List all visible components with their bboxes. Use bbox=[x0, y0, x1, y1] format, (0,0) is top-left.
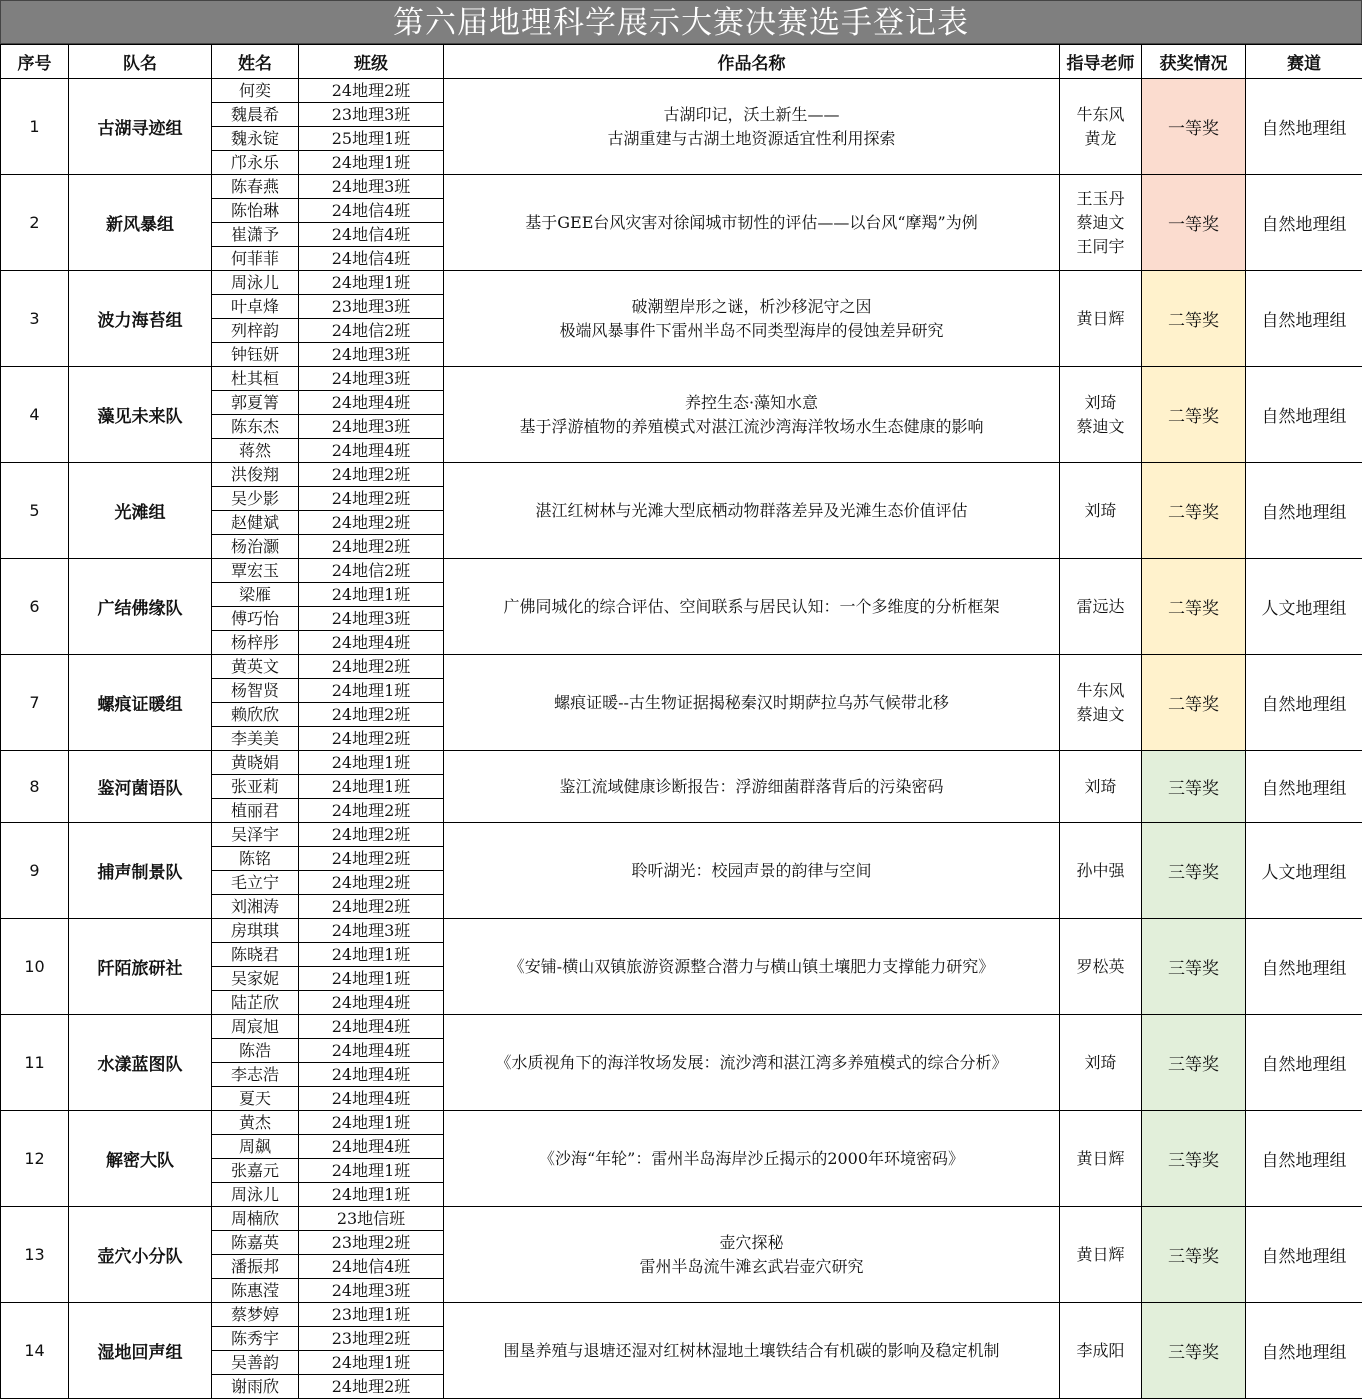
team-seq: 10 bbox=[1, 919, 69, 1015]
member-name: 陈春燕 bbox=[212, 175, 299, 199]
member-class: 24地理1班 bbox=[299, 583, 444, 607]
member-class: 24地理4班 bbox=[299, 1015, 444, 1039]
work-title bbox=[444, 823, 1060, 919]
track-label: 人文地理组 bbox=[1246, 559, 1362, 655]
advisor-name: 黄日辉 bbox=[1060, 307, 1141, 331]
advisor bbox=[1060, 823, 1142, 919]
table-row bbox=[1, 1015, 1362, 1039]
member-name: 李志浩 bbox=[212, 1063, 299, 1087]
member-name: 周泳儿 bbox=[212, 1183, 299, 1207]
member-class: 24地理2班 bbox=[299, 727, 444, 751]
member-class: 24地理2班 bbox=[299, 463, 444, 487]
advisor-name: 王玉丹 bbox=[1060, 187, 1141, 211]
track-label: 自然地理组 bbox=[1246, 79, 1362, 175]
work-title-line: 雷州半岛流牛滩玄武岩壶穴研究 bbox=[454, 1255, 1049, 1279]
header-teacher: 指导老师 bbox=[1060, 45, 1142, 79]
team-seq: 14 bbox=[1, 1303, 69, 1399]
header-class: 班级 bbox=[299, 45, 444, 79]
advisor-name: 刘琦 bbox=[1060, 775, 1141, 799]
team-name: 壶穴小分队 bbox=[69, 1207, 212, 1303]
team-name: 广结佛缘队 bbox=[69, 559, 212, 655]
table-row bbox=[1, 271, 1362, 295]
header-award: 获奖情况 bbox=[1142, 45, 1246, 79]
work-title-line: 《水质视角下的海洋牧场发展：流沙湾和湛江湾多养殖模式的综合分析》 bbox=[454, 1051, 1049, 1075]
member-name: 潘振邦 bbox=[212, 1255, 299, 1279]
member-name: 魏晨希 bbox=[212, 103, 299, 127]
award-badge: 三等奖 bbox=[1142, 1015, 1246, 1111]
member-class: 23地理2班 bbox=[299, 1231, 444, 1255]
member-class: 24地理4班 bbox=[299, 1063, 444, 1087]
member-name: 蒋然 bbox=[212, 439, 299, 463]
member-class: 24地理4班 bbox=[299, 1135, 444, 1159]
member-class: 24地理1班 bbox=[299, 679, 444, 703]
member-class: 24地理4班 bbox=[299, 631, 444, 655]
member-name: 张亚莉 bbox=[212, 775, 299, 799]
work-title bbox=[444, 367, 1060, 463]
member-class: 24地理1班 bbox=[299, 151, 444, 175]
header-track: 赛道 bbox=[1246, 45, 1362, 79]
work-title-line: 破潮塑岸形之谜，析沙移泥守之因 bbox=[454, 295, 1049, 319]
member-class: 24地理1班 bbox=[299, 967, 444, 991]
work-title bbox=[444, 1303, 1060, 1399]
work-title bbox=[444, 175, 1060, 271]
team-name: 波力海苔组 bbox=[69, 271, 212, 367]
table-row bbox=[1, 559, 1362, 583]
member-name: 吴少影 bbox=[212, 487, 299, 511]
advisor bbox=[1060, 1303, 1142, 1399]
award-badge: 三等奖 bbox=[1142, 1303, 1246, 1399]
team-seq: 13 bbox=[1, 1207, 69, 1303]
team-name: 阡陌旅研社 bbox=[69, 919, 212, 1015]
work-title bbox=[444, 751, 1060, 823]
member-class: 23地信班 bbox=[299, 1207, 444, 1231]
member-name: 陈浩 bbox=[212, 1039, 299, 1063]
member-name: 崔潇予 bbox=[212, 223, 299, 247]
team-seq: 8 bbox=[1, 751, 69, 823]
table-row bbox=[1, 1303, 1362, 1327]
track-label: 自然地理组 bbox=[1246, 655, 1362, 751]
member-name: 梁雁 bbox=[212, 583, 299, 607]
award-badge: 二等奖 bbox=[1142, 367, 1246, 463]
member-name: 夏天 bbox=[212, 1087, 299, 1111]
member-class: 24地理2班 bbox=[299, 511, 444, 535]
member-class: 24地理1班 bbox=[299, 1351, 444, 1375]
member-name: 毛立宁 bbox=[212, 871, 299, 895]
advisor bbox=[1060, 919, 1142, 1015]
member-class: 24地理3班 bbox=[299, 1279, 444, 1303]
member-name: 魏永锭 bbox=[212, 127, 299, 151]
member-name: 谢雨欣 bbox=[212, 1375, 299, 1399]
member-class: 24地理2班 bbox=[299, 655, 444, 679]
team-seq: 11 bbox=[1, 1015, 69, 1111]
track-label: 自然地理组 bbox=[1246, 1015, 1362, 1111]
member-class: 24地理2班 bbox=[299, 895, 444, 919]
member-name: 陈晓君 bbox=[212, 943, 299, 967]
advisor-name: 刘琦 bbox=[1060, 499, 1141, 523]
work-title bbox=[444, 463, 1060, 559]
member-class: 24地理3班 bbox=[299, 343, 444, 367]
member-class: 24地理2班 bbox=[299, 535, 444, 559]
work-title-line: 基于GEE台风灾害对徐闻城市韧性的评估——以台风“摩羯”为例 bbox=[454, 211, 1049, 235]
advisor-name: 牛东风 bbox=[1060, 103, 1141, 127]
work-title-line: 湛江红树林与光滩大型底栖动物群落差异及光滩生态价值评估 bbox=[454, 499, 1049, 523]
member-name: 刘湘涛 bbox=[212, 895, 299, 919]
work-title-line: 围垦养殖与退塘还湿对红树林湿地土壤铁结合有机碳的影响及稳定机制 bbox=[454, 1339, 1049, 1363]
award-badge: 一等奖 bbox=[1142, 175, 1246, 271]
member-class: 24地理2班 bbox=[299, 847, 444, 871]
track-label: 自然地理组 bbox=[1246, 751, 1362, 823]
team-name: 螺痕证暖组 bbox=[69, 655, 212, 751]
award-badge: 三等奖 bbox=[1142, 1111, 1246, 1207]
member-name: 吴家妮 bbox=[212, 967, 299, 991]
work-title-line: 古湖印记，沃土新生—— bbox=[454, 103, 1049, 127]
member-name: 洪俊翔 bbox=[212, 463, 299, 487]
member-name: 杜其桓 bbox=[212, 367, 299, 391]
header-name: 姓名 bbox=[212, 45, 299, 79]
work-title-line: 《沙海“年轮”：雷州半岛海岸沙丘揭示的2000年环境密码》 bbox=[454, 1147, 1049, 1171]
member-class: 24地理2班 bbox=[299, 487, 444, 511]
advisor bbox=[1060, 751, 1142, 823]
header-work: 作品名称 bbox=[444, 45, 1060, 79]
track-label: 自然地理组 bbox=[1246, 1207, 1362, 1303]
member-name: 赖欣欣 bbox=[212, 703, 299, 727]
team-seq: 3 bbox=[1, 271, 69, 367]
member-class: 24地信4班 bbox=[299, 199, 444, 223]
table-row bbox=[1, 463, 1362, 487]
member-class: 24地理1班 bbox=[299, 1159, 444, 1183]
team-name: 湿地回声组 bbox=[69, 1303, 212, 1399]
member-name: 陈嘉英 bbox=[212, 1231, 299, 1255]
work-title-line: 养控生态·藻知水意 bbox=[454, 391, 1049, 415]
work-title bbox=[444, 79, 1060, 175]
member-name: 吴泽宇 bbox=[212, 823, 299, 847]
member-class: 24地理2班 bbox=[299, 1375, 444, 1399]
member-class: 24地理2班 bbox=[299, 799, 444, 823]
member-name: 杨治灏 bbox=[212, 535, 299, 559]
team-name: 新风暴组 bbox=[69, 175, 212, 271]
member-name: 邝永乐 bbox=[212, 151, 299, 175]
member-class: 24地信4班 bbox=[299, 247, 444, 271]
member-name: 房琪琪 bbox=[212, 919, 299, 943]
member-class: 24地理3班 bbox=[299, 415, 444, 439]
member-class: 25地理1班 bbox=[299, 127, 444, 151]
advisor bbox=[1060, 367, 1142, 463]
track-label: 自然地理组 bbox=[1246, 463, 1362, 559]
table-row bbox=[1, 79, 1362, 103]
advisor bbox=[1060, 1015, 1142, 1111]
member-class: 24地理3班 bbox=[299, 607, 444, 631]
member-name: 吴善韵 bbox=[212, 1351, 299, 1375]
advisor bbox=[1060, 271, 1142, 367]
advisor-name: 孙中强 bbox=[1060, 859, 1141, 883]
member-class: 24地理1班 bbox=[299, 775, 444, 799]
work-title-line: 古湖重建与古湖土地资源适宜性利用探索 bbox=[454, 127, 1049, 151]
member-class: 24地理4班 bbox=[299, 1087, 444, 1111]
member-name: 赵健斌 bbox=[212, 511, 299, 535]
member-class: 23地理3班 bbox=[299, 103, 444, 127]
table-row bbox=[1, 175, 1362, 199]
table-row bbox=[1, 1207, 1362, 1231]
member-name: 蔡梦婷 bbox=[212, 1303, 299, 1327]
member-class: 24地理1班 bbox=[299, 943, 444, 967]
team-name: 藻见未来队 bbox=[69, 367, 212, 463]
award-badge: 二等奖 bbox=[1142, 559, 1246, 655]
member-class: 24地信4班 bbox=[299, 1255, 444, 1279]
member-name: 杨智贤 bbox=[212, 679, 299, 703]
member-name: 李美美 bbox=[212, 727, 299, 751]
member-name: 植丽君 bbox=[212, 799, 299, 823]
track-label: 自然地理组 bbox=[1246, 919, 1362, 1015]
work-title bbox=[444, 271, 1060, 367]
advisor-name: 刘琦 bbox=[1060, 391, 1141, 415]
work-title-line: 基于浮游植物的养殖模式对湛江流沙湾海洋牧场水生态健康的影响 bbox=[454, 415, 1049, 439]
member-name: 叶卓烽 bbox=[212, 295, 299, 319]
work-title-line: 壶穴探秘 bbox=[454, 1231, 1049, 1255]
member-class: 23地理1班 bbox=[299, 1303, 444, 1327]
member-name: 何菲菲 bbox=[212, 247, 299, 271]
advisor-name: 牛东风 bbox=[1060, 679, 1141, 703]
member-name: 陈秀宇 bbox=[212, 1327, 299, 1351]
advisor bbox=[1060, 1207, 1142, 1303]
member-class: 24地理1班 bbox=[299, 271, 444, 295]
member-class: 24地理4班 bbox=[299, 991, 444, 1015]
member-class: 24地理1班 bbox=[299, 751, 444, 775]
track-label: 自然地理组 bbox=[1246, 1111, 1362, 1207]
award-badge: 三等奖 bbox=[1142, 751, 1246, 823]
member-name: 陈怡琳 bbox=[212, 199, 299, 223]
team-seq: 5 bbox=[1, 463, 69, 559]
advisor-name: 李成阳 bbox=[1060, 1339, 1141, 1363]
member-name: 张嘉元 bbox=[212, 1159, 299, 1183]
advisor bbox=[1060, 463, 1142, 559]
member-class: 24地理1班 bbox=[299, 1183, 444, 1207]
work-title bbox=[444, 1111, 1060, 1207]
member-name: 傅巧怡 bbox=[212, 607, 299, 631]
advisor bbox=[1060, 79, 1142, 175]
member-name: 陈东杰 bbox=[212, 415, 299, 439]
team-name: 光滩组 bbox=[69, 463, 212, 559]
track-label: 自然地理组 bbox=[1246, 175, 1362, 271]
award-badge: 三等奖 bbox=[1142, 919, 1246, 1015]
team-name: 解密大队 bbox=[69, 1111, 212, 1207]
member-class: 24地信2班 bbox=[299, 319, 444, 343]
member-class: 24地信4班 bbox=[299, 223, 444, 247]
member-class: 24地信2班 bbox=[299, 559, 444, 583]
member-name: 钟钰妍 bbox=[212, 343, 299, 367]
member-class: 24地理3班 bbox=[299, 919, 444, 943]
advisor-name: 黄龙 bbox=[1060, 127, 1141, 151]
work-title bbox=[444, 1015, 1060, 1111]
member-name: 陈铭 bbox=[212, 847, 299, 871]
header-seq: 序号 bbox=[1, 45, 69, 79]
member-name: 周泳儿 bbox=[212, 271, 299, 295]
member-name: 黄晓娟 bbox=[212, 751, 299, 775]
member-class: 24地理3班 bbox=[299, 367, 444, 391]
advisor bbox=[1060, 655, 1142, 751]
member-name: 周飙 bbox=[212, 1135, 299, 1159]
work-title-line: 鉴江流域健康诊断报告：浮游细菌群落背后的污染密码 bbox=[454, 775, 1049, 799]
advisor-name: 黄日辉 bbox=[1060, 1147, 1141, 1171]
member-class: 24地理2班 bbox=[299, 703, 444, 727]
member-class: 24地理4班 bbox=[299, 1039, 444, 1063]
team-seq: 6 bbox=[1, 559, 69, 655]
registration-table bbox=[0, 44, 1362, 1399]
advisor-name: 蔡迪文 bbox=[1060, 211, 1141, 235]
team-name: 捕声制景队 bbox=[69, 823, 212, 919]
team-name: 鉴河菌语队 bbox=[69, 751, 212, 823]
team-name: 水漾蓝图队 bbox=[69, 1015, 212, 1111]
member-name: 郭夏箐 bbox=[212, 391, 299, 415]
advisor-name: 蔡迪文 bbox=[1060, 703, 1141, 727]
member-class: 24地理4班 bbox=[299, 439, 444, 463]
award-badge: 三等奖 bbox=[1142, 1207, 1246, 1303]
award-badge: 二等奖 bbox=[1142, 655, 1246, 751]
member-name: 黄英文 bbox=[212, 655, 299, 679]
member-name: 黄杰 bbox=[212, 1111, 299, 1135]
member-name: 陈惠滢 bbox=[212, 1279, 299, 1303]
member-name: 何奕 bbox=[212, 79, 299, 103]
header-row bbox=[1, 45, 1362, 79]
track-label: 人文地理组 bbox=[1246, 823, 1362, 919]
work-title-line: 极端风暴事件下雷州半岛不同类型海岸的侵蚀差异研究 bbox=[454, 319, 1049, 343]
member-class: 24地理4班 bbox=[299, 391, 444, 415]
table-row bbox=[1, 823, 1362, 847]
member-class: 24地理1班 bbox=[299, 1111, 444, 1135]
award-badge: 三等奖 bbox=[1142, 823, 1246, 919]
work-title bbox=[444, 559, 1060, 655]
work-title bbox=[444, 919, 1060, 1015]
table-row bbox=[1, 751, 1362, 775]
award-badge: 二等奖 bbox=[1142, 463, 1246, 559]
table-row bbox=[1, 919, 1362, 943]
member-name: 陆芷欣 bbox=[212, 991, 299, 1015]
advisor-name: 罗松英 bbox=[1060, 955, 1141, 979]
track-label: 自然地理组 bbox=[1246, 367, 1362, 463]
work-title-line: 《安铺-横山双镇旅游资源整合潜力与横山镇土壤肥力支撑能力研究》 bbox=[454, 955, 1049, 979]
member-class: 24地理3班 bbox=[299, 175, 444, 199]
work-title bbox=[444, 655, 1060, 751]
table-row bbox=[1, 1111, 1362, 1135]
advisor bbox=[1060, 559, 1142, 655]
advisor-name: 蔡迪文 bbox=[1060, 415, 1141, 439]
member-name: 杨梓彤 bbox=[212, 631, 299, 655]
award-badge: 一等奖 bbox=[1142, 79, 1246, 175]
advisor bbox=[1060, 1111, 1142, 1207]
award-badge: 二等奖 bbox=[1142, 271, 1246, 367]
team-seq: 7 bbox=[1, 655, 69, 751]
header-team: 队名 bbox=[69, 45, 212, 79]
track-label: 自然地理组 bbox=[1246, 1303, 1362, 1399]
team-seq: 12 bbox=[1, 1111, 69, 1207]
table-body bbox=[1, 79, 1362, 1399]
member-name: 覃宏玉 bbox=[212, 559, 299, 583]
track-label: 自然地理组 bbox=[1246, 271, 1362, 367]
member-class: 23地理3班 bbox=[299, 295, 444, 319]
member-name: 周宸旭 bbox=[212, 1015, 299, 1039]
member-name: 列梓韵 bbox=[212, 319, 299, 343]
page-title: 第六届地理科学展示大赛决赛选手登记表 bbox=[0, 0, 1362, 44]
team-seq: 2 bbox=[1, 175, 69, 271]
advisor-name: 王同宇 bbox=[1060, 235, 1141, 259]
team-seq: 1 bbox=[1, 79, 69, 175]
table-row bbox=[1, 367, 1362, 391]
work-title-line: 广佛同城化的综合评估、空间联系与居民认知：一个多维度的分析框架 bbox=[454, 595, 1049, 619]
member-name: 周楠欣 bbox=[212, 1207, 299, 1231]
advisor-name: 黄日辉 bbox=[1060, 1243, 1141, 1267]
team-name: 古湖寻迹组 bbox=[69, 79, 212, 175]
advisor-name: 雷远达 bbox=[1060, 595, 1141, 619]
member-class: 24地理2班 bbox=[299, 871, 444, 895]
member-class: 23地理2班 bbox=[299, 1327, 444, 1351]
member-class: 24地理2班 bbox=[299, 823, 444, 847]
team-seq: 4 bbox=[1, 367, 69, 463]
team-seq: 9 bbox=[1, 823, 69, 919]
work-title bbox=[444, 1207, 1060, 1303]
advisor bbox=[1060, 175, 1142, 271]
table-row bbox=[1, 655, 1362, 679]
work-title-line: 聆听湖光：校园声景的韵律与空间 bbox=[454, 859, 1049, 883]
work-title-line: 螺痕证暖--古生物证据揭秘秦汉时期萨拉乌苏气候带北移 bbox=[454, 691, 1049, 715]
advisor-name: 刘琦 bbox=[1060, 1051, 1141, 1075]
member-class: 24地理2班 bbox=[299, 79, 444, 103]
